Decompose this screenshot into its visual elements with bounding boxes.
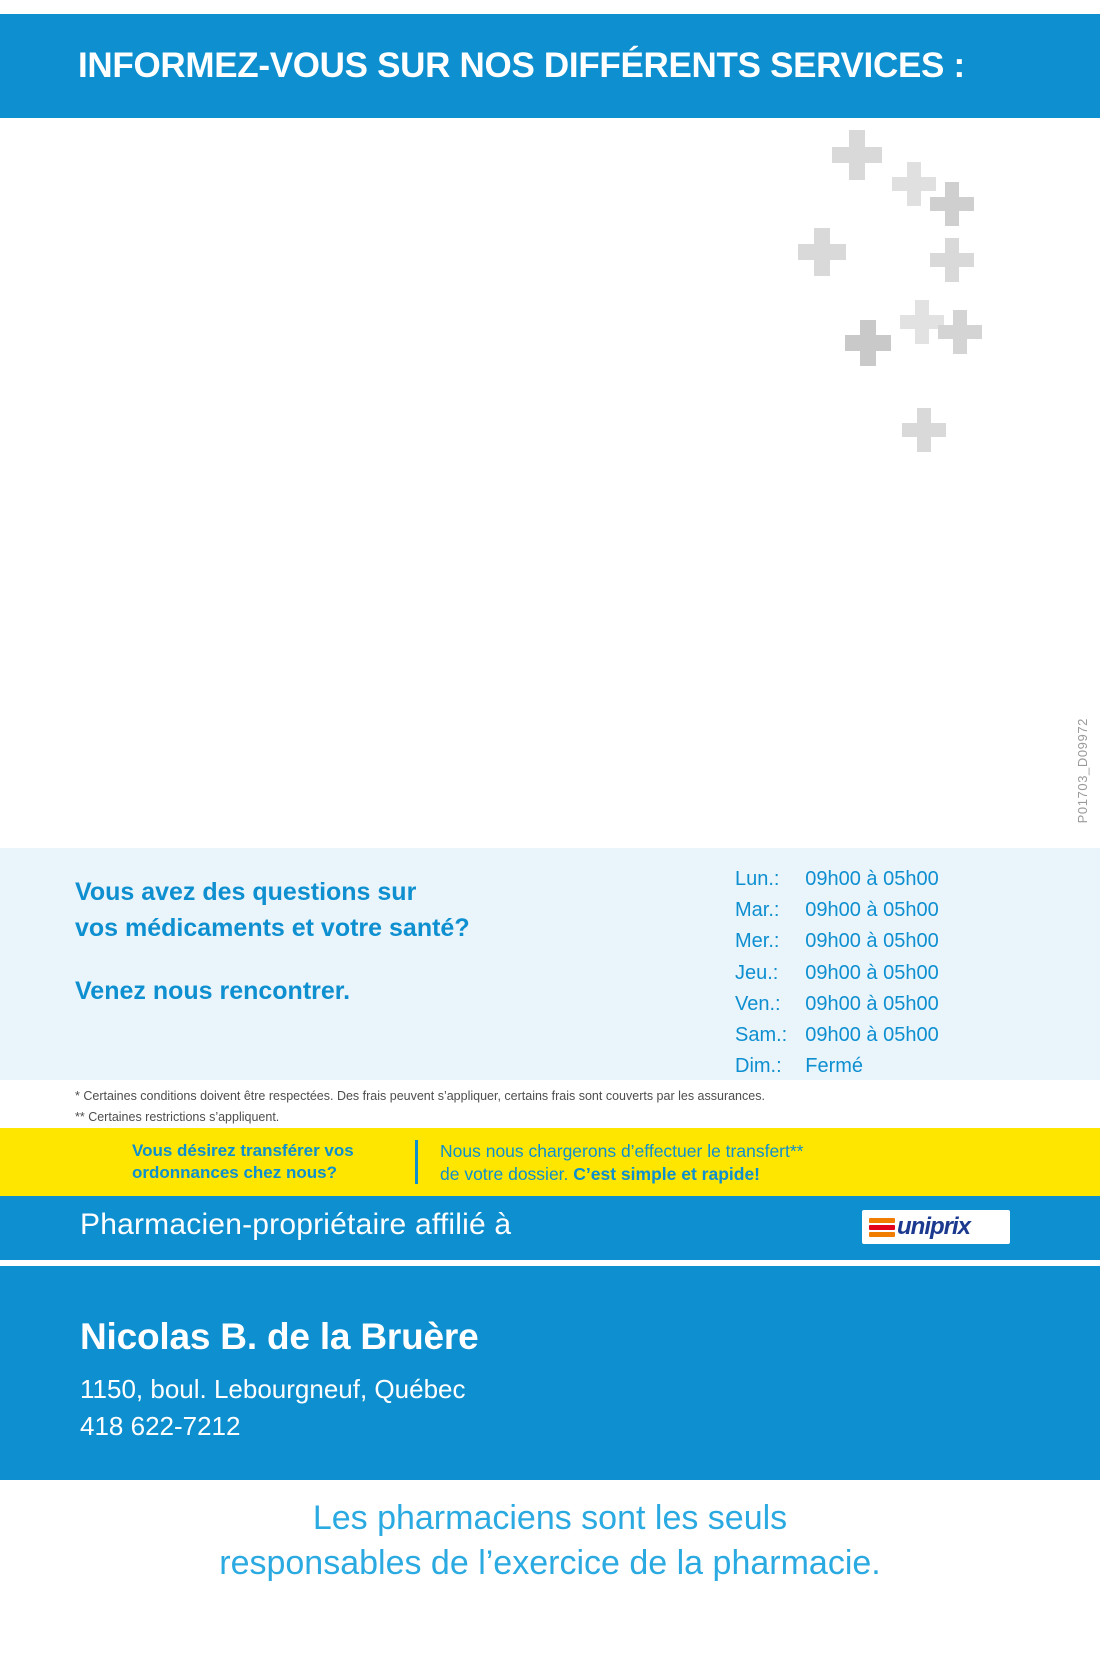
plus-icon [892,162,936,206]
transfer-answer-line-1: Nous nous chargerons d’effectuer le transfert** [440,1141,804,1161]
table-row [735,897,939,928]
street-address: 1150, boul. Lebourgneuf, Québec [80,1374,466,1404]
document-code: P01703_D09972 [1075,718,1090,824]
plus-icon [900,300,944,344]
hours-day: Ven.: [735,992,781,1015]
info-band [0,848,1100,1080]
hours-value: 09h00 à 05h00 [805,930,939,953]
questions-block [75,874,470,1009]
opening-hours-table [735,866,939,1084]
logo-wordmark: uniprix [897,1213,971,1240]
hours-day: Jeu.: [735,961,779,984]
questions-line-1: Vous avez des questions sur [75,878,417,906]
affiliation-band [0,1196,1100,1260]
invite-line: Venez nous rencontrer. [75,976,351,1005]
hours-value: 09h00 à 05h00 [805,899,939,922]
hours-value: Fermé [805,1055,864,1078]
table-row [735,1022,939,1053]
pharmacist-name: Nicolas B. de la Bruère [80,1316,479,1357]
transfer-answer-emphasis: C’est simple et rapide! [573,1164,761,1185]
hours-day: Lun.: [735,868,780,890]
footnote-1: * Certaines conditions doivent être respectées. Des frais peuvent s’appliquer, certains frais sont couverts par les assurances. [75,1089,765,1103]
transfer-question-line-1: Vous désirez transférer vos [132,1141,354,1160]
plus-icon [930,238,974,282]
footnote-2: ** Certaines restrictions s’appliquent. [75,1109,280,1124]
header-bar [0,14,1100,118]
table-row [735,866,939,897]
hours-value: 09h00 à 05h00 [805,992,939,1015]
table-row [735,991,939,1022]
transfer-answer-line-2 [440,1163,804,1186]
plus-icon [938,310,982,354]
affiliation-text: Pharmacien-propriétaire affilié à [80,1208,512,1241]
legal-line-2: responsables de l’exercice de la pharmacie. [219,1543,881,1582]
plus-icon [930,182,974,226]
hours-value: 09h00 à 05h00 [805,961,939,984]
hours-day: Sam.: [735,1023,788,1046]
transfer-answer [440,1140,804,1186]
footnotes [75,1086,765,1127]
legal-statement [0,1496,1100,1586]
transfer-answer-plain: de votre dossier. [440,1164,574,1185]
hours-day: Mer.: [735,930,780,953]
address-block [80,1371,466,1445]
transfer-band [0,1128,1100,1196]
address-band [0,1266,1100,1480]
legal-line-1: Les pharmaciens sont les seuls [312,1499,788,1537]
transfer-question-line-2: ordonnances chez nous? [132,1163,337,1183]
table-row [735,928,939,959]
hours-day: Dim.: [735,1055,782,1078]
page-title: INFORMEZ-VOUS SUR NOS DIFFÉRENTS SERVICES : [78,46,965,85]
decorative-cross-cluster [790,120,1020,460]
plus-icon [845,320,891,366]
transfer-question [132,1140,397,1185]
vertical-divider [415,1140,418,1184]
uniprix-logo [862,1210,1010,1244]
logo-bars-icon [869,1216,895,1239]
hours-value: 09h00 à 05h00 [805,868,939,890]
phone-number[interactable]: 418 622-7212 [80,1410,241,1441]
plus-icon [798,228,846,276]
hours-value: 09h00 à 05h00 [805,1023,939,1046]
questions-line-2: vos médicaments et votre santé? [75,914,470,943]
plus-icon [902,408,946,452]
table-row [735,960,939,991]
hours-day: Mar.: [735,899,780,922]
table-row [735,1053,939,1084]
plus-icon [832,130,882,180]
